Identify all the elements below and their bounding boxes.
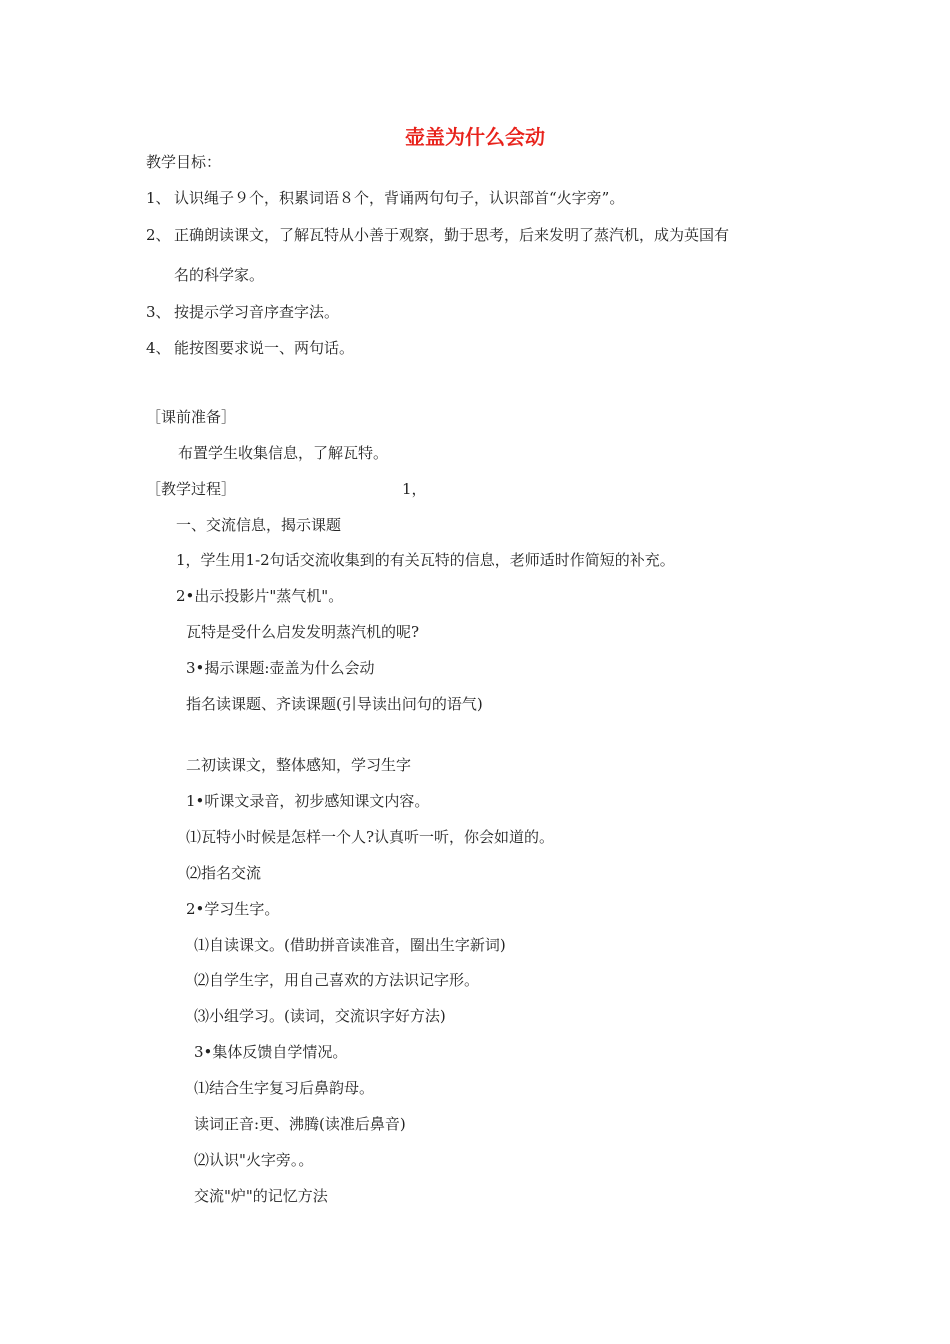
process-line: ⑴瓦特小时候是怎样一个人?认真听一听，你会如道的。	[186, 828, 555, 846]
process-line: ⑶小组学习。(读词，交流识字好方法)	[194, 1007, 446, 1025]
process-line: 1，学生用1-2句话交流收集到的有关瓦特的信息，老师适时作简短的补充。	[176, 551, 675, 569]
process-line: 二初读课文，整体感知，学习生字	[186, 756, 412, 774]
goal-text: 能按图要求说一、两句话。	[174, 339, 355, 357]
goal-text: 正确朗读课文，了解瓦特从小善于观察，勤于思考，后来发明了蒸汽机，成为英国有	[174, 226, 730, 244]
process-line: 读词正音:更、沸腾(读准后鼻音)	[194, 1115, 406, 1133]
goal-number: 3、	[146, 303, 171, 321]
process-line: 3•揭示课题:壶盖为什么会动	[186, 659, 375, 677]
process-line: 1•听课文录音，初步感知课文内容。	[186, 792, 430, 810]
process-line: 交流"炉"的记忆方法	[194, 1187, 328, 1205]
goals-heading: 教学目标：	[146, 153, 222, 171]
goal-item-2	[146, 225, 729, 245]
goal-item-4	[146, 338, 354, 358]
goal-number: 1、	[146, 189, 171, 207]
process-line: ⑴结合生字复习后鼻韵母。	[194, 1079, 375, 1097]
process-line: 2•出示投影片"蒸气机"。	[176, 587, 344, 605]
goal-text: 认识绳子９个，积累词语８个，背诵两句句子，认识部首“火字旁”。	[174, 189, 625, 207]
process-line: 一、交流信息，揭示课题	[176, 516, 342, 534]
process-line: ⑵认识"火字旁。。	[194, 1151, 314, 1169]
prep-heading: ［课前准备］	[146, 408, 237, 426]
process-line: ⑵自学生字，用自己喜欢的方法识记字形。	[194, 971, 480, 989]
process-line: 指名读课题、齐读课题(引导读出问句的语气)	[186, 695, 483, 713]
goal-item-1	[146, 188, 624, 208]
process-line: 瓦特是受什么启发发明蒸汽机的呢?	[186, 623, 420, 641]
process-line: 2•学习生字。	[186, 900, 280, 918]
goal-number: 4、	[146, 339, 171, 357]
document-title: 壶盖为什么会动	[405, 125, 545, 149]
goal-item-2-continuation: 名的科学家。	[174, 266, 265, 284]
process-line: ⑴自读课文。(借助拼音读准音，圈出生字新词)	[194, 936, 506, 954]
process-marker: 1，	[402, 480, 427, 498]
goal-item-3	[146, 302, 339, 322]
prep-text: 布置学生收集信息，了解瓦特。	[178, 444, 389, 462]
goal-number: 2、	[146, 226, 171, 244]
goal-text: 按提示学习音序查字法。	[174, 303, 340, 321]
process-heading: ［教学过程］	[146, 480, 237, 498]
process-line: ⑵指名交流	[186, 864, 262, 882]
process-line: 3•集体反馈自学情况。	[194, 1043, 348, 1061]
